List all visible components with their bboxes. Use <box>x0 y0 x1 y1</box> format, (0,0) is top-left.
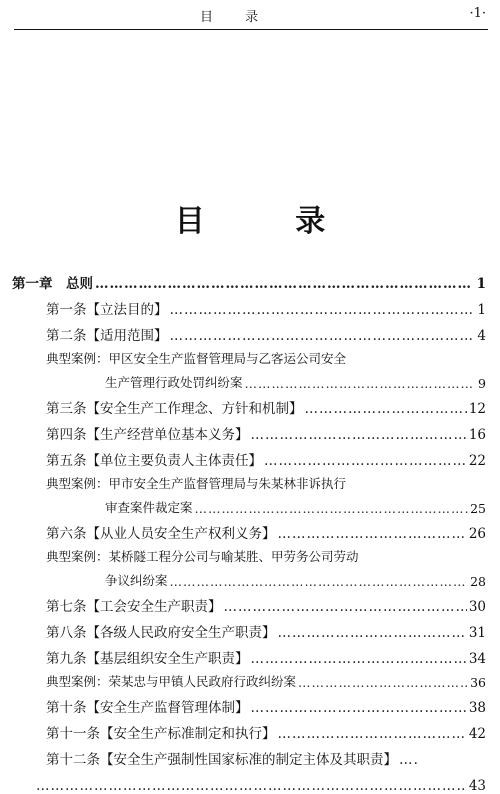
toc-entry-label: 第六条【从业人员安全生产权利义务】 <box>46 526 276 542</box>
toc-entry-page: 30 <box>468 599 486 615</box>
toc-entry <box>12 344 486 367</box>
toc-entry-page: 1 <box>476 276 486 292</box>
toc-entry-page: 16 <box>468 427 486 443</box>
toc-entry-page: 43 <box>468 778 486 794</box>
toc-entry <box>12 542 486 565</box>
dot-leader <box>305 401 467 417</box>
toc-entry-page: 12 <box>468 401 486 417</box>
toc-entry <box>12 742 486 768</box>
header-rule <box>14 29 488 30</box>
dot-leader <box>224 599 467 615</box>
dot-leader <box>278 526 467 542</box>
running-header <box>0 0 500 34</box>
dot-leader <box>95 276 472 292</box>
dot-leader <box>36 778 467 794</box>
toc-entry-page: 42 <box>468 726 486 742</box>
dot-leader <box>245 376 472 391</box>
dot-leader <box>251 427 467 443</box>
toc-entry-page: 26 <box>468 526 486 542</box>
running-title: 目 录 <box>200 10 273 25</box>
dot-leader <box>298 675 468 690</box>
toc-entry-page: 28 <box>470 574 486 589</box>
toc-entry <box>12 318 486 344</box>
toc-entry-page: 38 <box>468 700 486 716</box>
dot-leader <box>170 302 473 318</box>
toc-entry-label: 第一章 总则 <box>12 276 93 292</box>
toc-entry <box>12 417 486 443</box>
toc-entry-label: 第一条【立法目的】 <box>46 302 168 318</box>
toc-entry-label: 争议纠纷案 <box>105 573 168 588</box>
page-title: 目 录 <box>174 204 366 239</box>
toc-entry <box>12 292 486 318</box>
toc-entry-page: 9 <box>478 376 486 391</box>
toc-entry-label: 生产管理行政处罚纠纷案 <box>105 375 243 390</box>
toc-entry-label: 审查案件裁定案 <box>105 500 193 515</box>
toc-entry-page: 25 <box>470 501 486 516</box>
dot-leader <box>278 625 467 641</box>
toc-entry <box>12 641 486 667</box>
toc-entry <box>12 589 486 615</box>
toc-entry <box>12 716 486 742</box>
toc-entry <box>12 469 486 492</box>
toc-entry <box>12 690 486 716</box>
dot-leader <box>264 453 467 469</box>
dot-leader <box>278 726 467 742</box>
toc-entry-page: 4 <box>477 328 486 344</box>
toc-entry-page: 22 <box>468 453 486 469</box>
toc-entry-label: 第十条【安全生产监督管理体制】 <box>46 700 249 716</box>
toc-entry <box>12 516 486 542</box>
toc-entry-page: 34 <box>468 651 486 667</box>
dot-leader <box>251 651 467 667</box>
toc-entry <box>12 667 486 690</box>
toc-entry-page: 1 <box>477 302 486 318</box>
dot-leader <box>399 752 419 768</box>
toc-entry-label: 第二条【适用范围】 <box>46 328 168 344</box>
toc-entry-page: 31 <box>468 625 486 641</box>
dot-leader <box>170 574 469 589</box>
toc-entry <box>12 391 486 417</box>
toc-entry-label: 第十二条【安全生产强制性国家标准的制定主体及其职责】 <box>46 752 397 768</box>
toc-entry <box>12 367 486 391</box>
toc-entry-label: 典型案例：某桥隧工程分公司与喻某胜、甲劳务公司劳动 <box>46 549 359 564</box>
toc-entry <box>12 615 486 641</box>
dot-leader <box>195 501 469 516</box>
table-of-contents <box>12 266 486 794</box>
toc-entry-label: 第三条【安全生产工作理念、方针和机制】 <box>46 401 303 417</box>
dot-leader <box>251 700 467 716</box>
toc-entry-label: 典型案例：甲市安全生产监督管理局与朱某林非诉执行 <box>46 476 347 491</box>
toc-entry-label: 第十一条【安全生产标准制定和执行】 <box>46 726 276 742</box>
toc-entry-label: 典型案例：甲区安全生产监督管理局与乙客运公司安全 <box>46 351 347 366</box>
toc-entry-label: 第七条【工会安全生产职责】 <box>46 599 222 615</box>
toc-entry <box>12 443 486 469</box>
toc-entry-label: 典型案例：荣某忠与甲镇人民政府行政纠纷案 <box>46 674 297 689</box>
dot-leader <box>170 328 473 344</box>
toc-entry <box>12 266 486 292</box>
page-number: ·1· <box>469 6 486 21</box>
toc-entry <box>12 492 486 516</box>
toc-entry <box>12 565 486 589</box>
toc-entry-label: 第九条【基层组织安全生产职责】 <box>46 651 249 667</box>
toc-entry <box>12 768 486 794</box>
toc-entry-page: 36 <box>470 675 486 690</box>
toc-entry-label: 第四条【生产经营单位基本义务】 <box>46 427 249 443</box>
toc-entry-label: 第八条【各级人民政府安全生产职责】 <box>46 625 276 641</box>
toc-entry-label: 第五条【单位主要负责人主体责任】 <box>46 453 262 469</box>
